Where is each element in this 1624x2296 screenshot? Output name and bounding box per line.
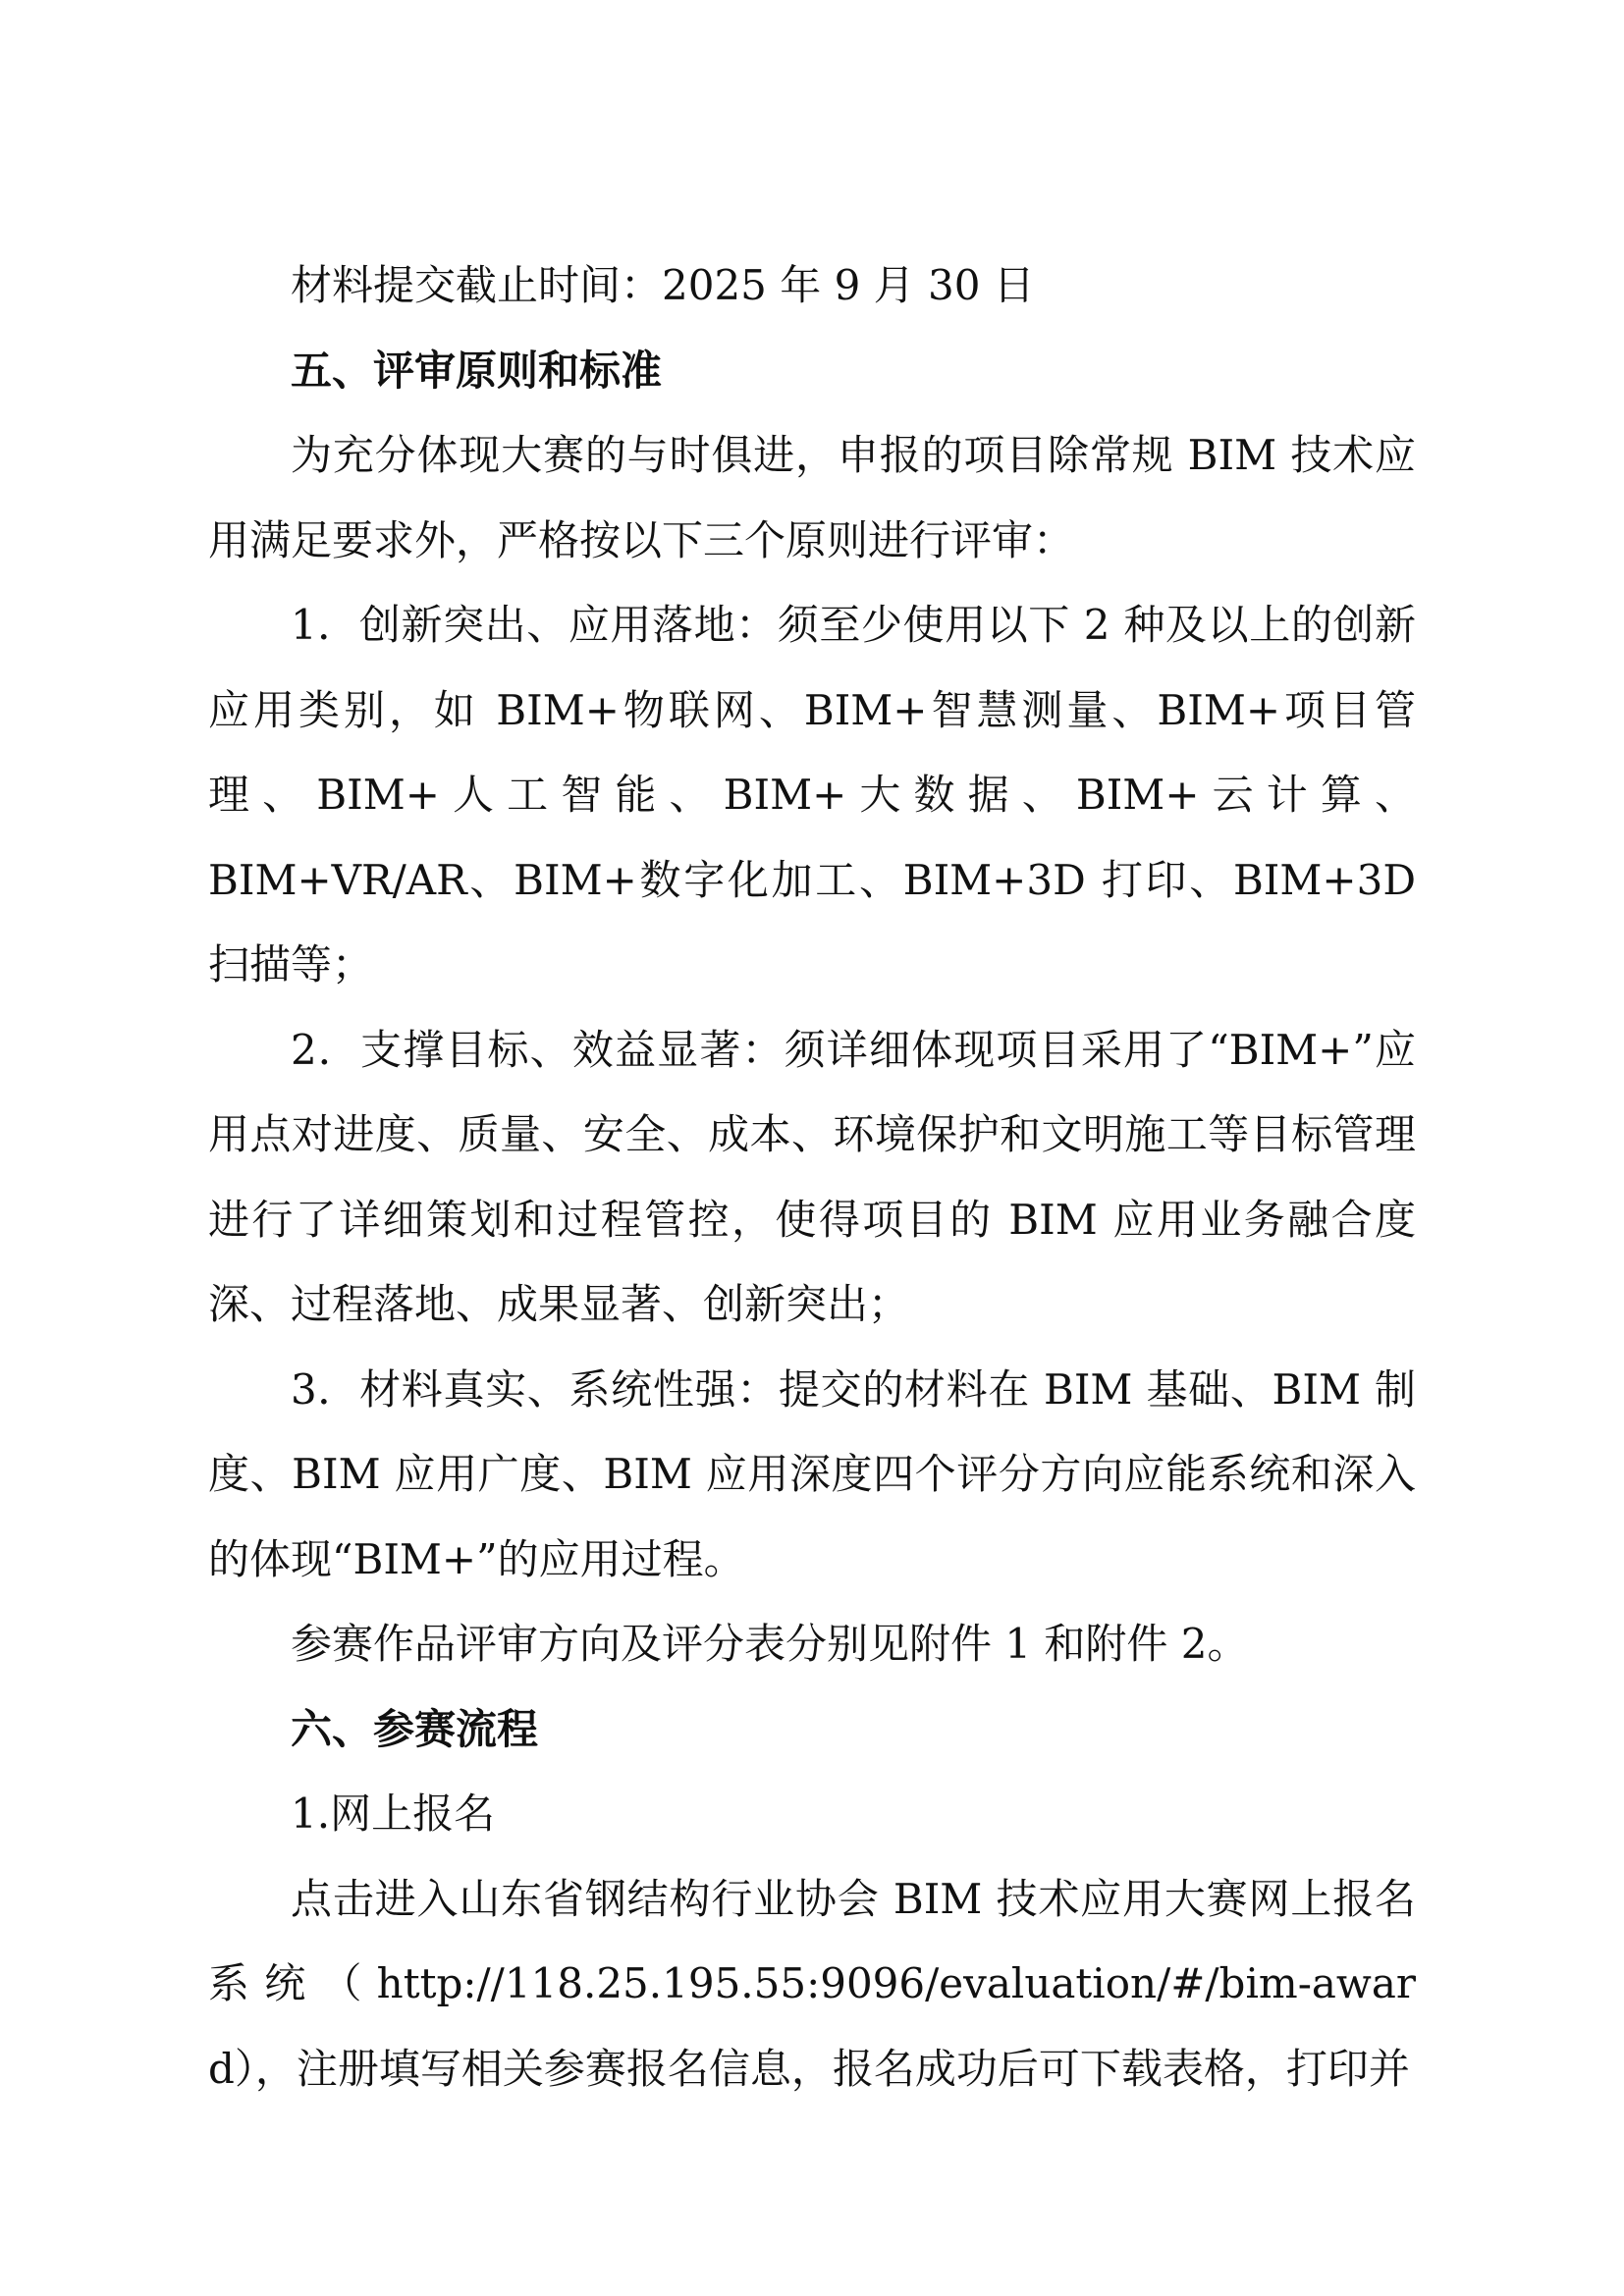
principle-3-paragraph: 3．材料真实、系统性强：提交的材料在 BIM 基础、BIM 制度、BIM 应用广度、BIM 应用深度四个评分方向应能系统和深入的体现“BIM+”的应用过程。 <box>208 1364 1416 1583</box>
step-1-description: 点击进入山东省钢结构行业协会 BIM 技术应用大赛网上报名系统（http://118.25.195.55:9096/evaluation/#/bim-award），注册填写相关参赛报名信息，报名成功后可下载表格，打印并 <box>208 1874 1416 2093</box>
intro-paragraph: 为充分体现大赛的与时俱进，申报的项目除常规 BIM 技术应用满足要求外，严格按以下三个原则进行评审： <box>208 431 1416 564</box>
step-1-title: 1.网上报名 <box>291 1789 496 1838</box>
section-heading-review-principles: 五、评审原则和标准 <box>291 346 663 395</box>
deadline-paragraph: 材料提交截止时间：2025 年 9 月 30 日 <box>291 261 1035 309</box>
principle-1-paragraph: 1．创新突出、应用落地：须至少使用以下 2 种及以上的创新应用类别，如 BIM+物联网、BIM+智慧测量、BIM+项目管理、BIM+人工智能、BIM+大数据、BIM+云计算、BIM+VR/AR、BIM+数字化加工、BIM+3D 打印、BIM+3D 扫描等； <box>208 601 1416 988</box>
document-body <box>208 243 1416 2111</box>
section-heading-process: 六、参赛流程 <box>291 1704 539 1753</box>
attachments-paragraph: 参赛作品评审方向及评分表分别见附件 1 和附件 2。 <box>291 1620 1249 1668</box>
principle-2-paragraph: 2．支撑目标、效益显著：须详细体现项目采用了“BIM+”应用点对进度、质量、安全、成本、环境保护和文明施工等目标管理进行了详细策划和过程管控，使得项目的 BIM 应用业务融合度深、过程落地、成果显著、创新突出； <box>208 1025 1416 1328</box>
